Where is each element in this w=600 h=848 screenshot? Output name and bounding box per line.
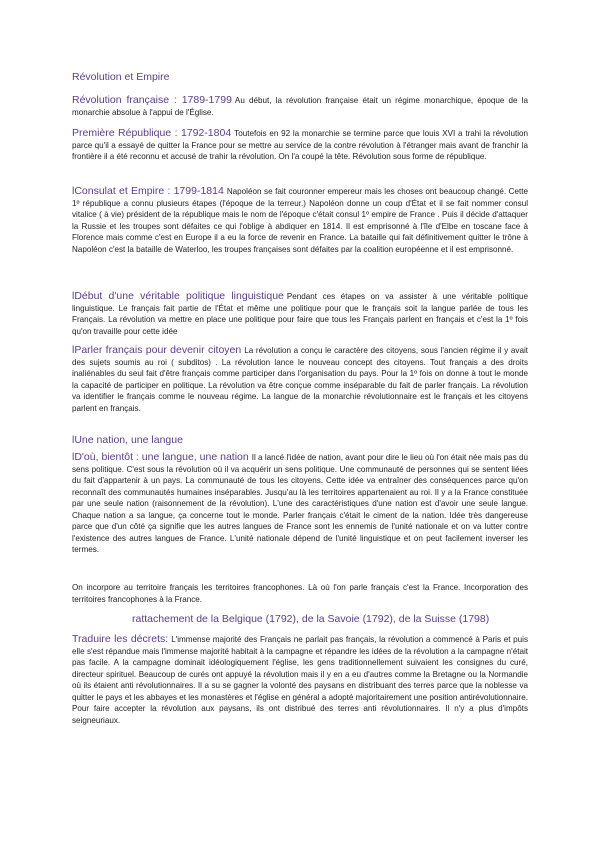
section-heading: Première République : 1792-1804 — [72, 127, 232, 139]
section-parler-francais — [72, 345, 528, 414]
section-heading: Révolution française : 1789-1799 — [72, 94, 232, 106]
section-text: Il a lancé l'idée de nation, avant pour dire le lieu où l'on était née mais pas du sens politique. C'est sous la révolution où il va acquérir un sens politique. Une communauté de personnes qui se sentent liées du fait d'appartenir à un pays. La communauté de tous les citoyens. Cette idée va entraîner des conséquences parce qu'on reconnaît des communautés humaines inséparables. Jusqu'au là les territoires appartenaient au roi. Il y a la France constituée par une seule nation (raisonnement de la révolution). L'une des caractéristiques d'une nation est d'avoir une seule langue. Chaque nation a sa langue, ça concerne tout le monde. Parler français c'était le ciment de la nation. Idée très dangereuse parce que d'un côté ça signifie que les autres langues de France sont les ennemis de l'unité nationale et on va lutter contre l'existence des autres langues de France. L'unité nationale dépend de l'unité linguistique et on peut facilement inverser les termes. — [72, 453, 528, 555]
section-heading: Traduire les décrets: — [72, 633, 169, 645]
section-traduire-decrets — [72, 634, 528, 726]
section-revolution-francaise — [72, 95, 528, 118]
incorporation-paragraph: On incorpore au territoire français les territoires francophones. Là où l'on parle français c'est la France. Incorporation des territoires francophones à la France. — [72, 583, 528, 604]
section-langue-nation — [72, 452, 528, 556]
section-text: Napoléon se fait couronner empereur mais les choses ont beaucoup changé. Cette 1º république a connu plusieurs étapes (l'époque de la terreur.) Napoléon donne un coup d'État et il se fait nommer consul vitalice ( à vie) président de la république mais le nom de l'époque c'était consul 1º empire de France . Puis il décide d'attaquer la Russie et les troupes sont défaites ce qui l'oblige à abdiquer en 1814. Il est emprisonné à l'île d'Elbe en toscane face à Florence mais comme c'est en Europe il a eu la force de revenir en France. La bataille qui fait définitivement quitter le trône à Napoléon c'est la bataille de Waterloo, les troupes françaises sont défaites par la coalition européenne et il est emprisonné. — [72, 187, 528, 254]
section-premiere-republique — [72, 128, 528, 163]
section-heading: lDébut d'une véritable politique linguistique — [72, 290, 284, 302]
section-heading: lParler français pour devenir citoyen — [72, 344, 242, 356]
section-text: La révolution a conçu le caractère des citoyens, sous l'ancien régime il y avait des sujets soumis au roi ( subditos) . La révolution lance le nouveau concept des citoyens. Tout français a des droits inaliénables du seul fait d'être français comme participer dans l'organisation du pays. Pour la 1º fois on donne à tout le monde la capacité de participer en politique. La révolution va être conçue comme inséparable du fait de parler français. La révolution va identifier le français comme le nouveau régime. La langue de la monarchie révolutionnaire est le français et les citoyens parlent en français. — [72, 346, 529, 413]
subheading-nation-langue: lUne nation, une langue — [72, 434, 183, 446]
section-text: Pendant ces étapes on va assister à une véritable politique linguistique. Le français fait partie de l'État et même une politique pour que le français soit la langue parlée de tous les Français. La révolution va mettre en place une politique pour faire que tous les Français parlent en français et c'est la 1º fois qu'on travaille pour cette idée — [72, 292, 528, 336]
rattachement-heading: rattachement de la Belgique (1792), de la Savoie (1792), de la Suisse (1798) — [132, 613, 490, 625]
section-consulat-empire — [72, 186, 528, 255]
section-heading: lD'où, bientôt : une langue, une nation — [72, 451, 249, 463]
section-text: Au début, la révolution française était un régime monarchique, époque de la monarchie absolue à l'appui de l'Église. — [72, 96, 528, 117]
section-politique-linguistique — [72, 291, 528, 337]
section-text: L'immense majorité des Français ne parlait pas français, la révolution a commencé à Paris et puis elle s'est répandue mais l'immense majorité habitait à la campagne et répandre les idées de la révolution a la campagne n'était pas facile. A la campagne dominait idéologiquement l'église, les gens traditionnellement suivaient les consignes du curé, directeur spirituel. Beaucoup de curés ont appuyé la révolution mais il y en a eu d'autres comme la Bretagne ou la Normandie où ils étaient anti révolutionnaires. Il a su se gagner la volonté des paysans en distribuant des terres parce que la noblesse va quitter le pays et les abbayes et les monastères et l'église en général a adopté majoritairement une position antirévolutionnaire. Pour faire accepter la révolution aux paysans, ils ont distribué des terres anti révolutionnaires. Il n'y a plus d'impôts seigneuriaux. — [72, 635, 528, 725]
document-title: Révolution et Empire — [72, 71, 170, 83]
section-text: Toutefois en 92 la monarchie se termine parce que louis XVI a trahi la révolution parce qu'il a essayé de quitter la France pour se mettre au service de la contre révolution à l'étranger mais avant de franchir la frontière il a été reconnu et accusé de trahir la révolution. On l'a coupé la tête. Révolution sous forme de république. — [72, 129, 528, 162]
section-heading: lConsulat et Empire : 1799-1814 — [72, 185, 224, 197]
